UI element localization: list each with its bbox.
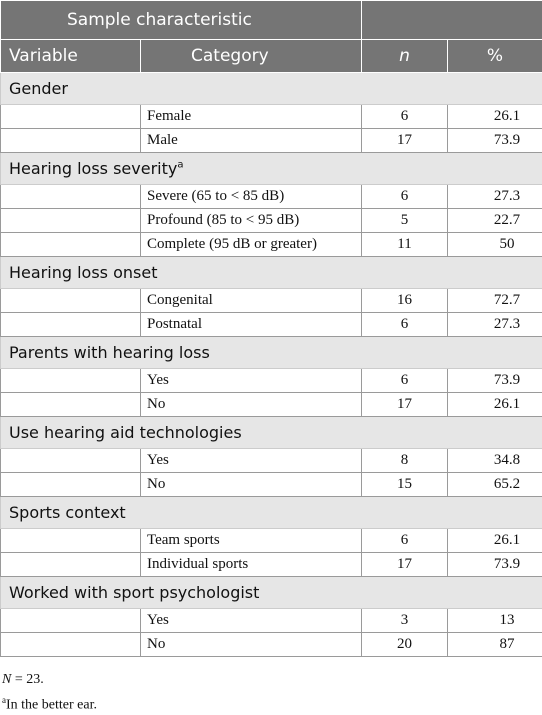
section-title	[1, 577, 542, 609]
section-title	[1, 497, 542, 529]
percent-cell: 26.1	[448, 393, 542, 417]
category-cell: Complete (95 dB or greater)	[141, 233, 362, 257]
table-row	[1, 105, 542, 129]
table-row	[1, 185, 542, 209]
percent-cell: 27.3	[448, 185, 542, 209]
table-row	[1, 553, 542, 577]
n-cell: 17	[362, 393, 448, 417]
section-title-text: Parents with hearing loss	[9, 343, 210, 362]
variable-cell	[1, 105, 141, 129]
section-title-text: Sports context	[9, 503, 126, 522]
category-cell: No	[141, 393, 362, 417]
variable-cell	[1, 609, 141, 633]
variable-cell	[1, 129, 141, 153]
variable-cell	[1, 209, 141, 233]
category-cell: Severe (65 to < 85 dB)	[141, 185, 362, 209]
n-cell: 17	[362, 553, 448, 577]
variable-cell	[1, 393, 141, 417]
table-row	[1, 233, 542, 257]
section-title-text: Use hearing aid technologies	[9, 423, 242, 442]
category-cell: Team sports	[141, 529, 362, 553]
section-row	[1, 497, 542, 529]
section-title	[1, 73, 542, 105]
section-title	[1, 153, 542, 185]
header-percent: %	[448, 40, 542, 73]
percent-cell: 50	[448, 233, 542, 257]
sample-size-note	[2, 672, 542, 688]
n-cell: 6	[362, 185, 448, 209]
variable-cell	[1, 233, 141, 257]
n-cell: 6	[362, 105, 448, 129]
section-row	[1, 153, 542, 185]
table-body	[1, 73, 542, 657]
category-cell: Profound (85 to < 95 dB)	[141, 209, 362, 233]
section-title	[1, 257, 542, 289]
n-cell: 6	[362, 529, 448, 553]
variable-cell	[1, 473, 141, 497]
category-cell: Female	[141, 105, 362, 129]
category-cell: No	[141, 633, 362, 657]
n-cell: 15	[362, 473, 448, 497]
n-cell: 5	[362, 209, 448, 233]
category-cell: Yes	[141, 609, 362, 633]
category-cell: No	[141, 473, 362, 497]
sample-size-value: = 23.	[11, 672, 44, 687]
section-title	[1, 417, 542, 449]
table-row	[1, 529, 542, 553]
percent-cell: 26.1	[448, 105, 542, 129]
variable-cell	[1, 633, 141, 657]
table-row	[1, 449, 542, 473]
header-n: n	[362, 40, 448, 73]
footnote-mark: a	[2, 695, 6, 705]
header-variable: Variable	[1, 40, 141, 73]
section-row	[1, 337, 542, 369]
category-cell: Yes	[141, 449, 362, 473]
variable-cell	[1, 289, 141, 313]
percent-cell: 13	[448, 609, 542, 633]
variable-cell	[1, 313, 141, 337]
percent-cell: 65.2	[448, 473, 542, 497]
percent-cell: 22.7	[448, 209, 542, 233]
section-row	[1, 73, 542, 105]
n-cell: 3	[362, 609, 448, 633]
category-cell: Yes	[141, 369, 362, 393]
n-cell: 6	[362, 369, 448, 393]
table-notes	[0, 672, 542, 714]
table-row	[1, 393, 542, 417]
variable-cell	[1, 529, 141, 553]
category-cell: Postnatal	[141, 313, 362, 337]
percent-cell: 26.1	[448, 529, 542, 553]
table-row	[1, 289, 542, 313]
percent-cell: 34.8	[448, 449, 542, 473]
table-row	[1, 129, 542, 153]
table-row	[1, 209, 542, 233]
section-row	[1, 257, 542, 289]
header-empty	[362, 1, 542, 40]
section-title-text: Gender	[9, 79, 68, 98]
section-title-text: Hearing loss severity	[9, 159, 178, 178]
footnote	[2, 695, 542, 714]
section-row	[1, 577, 542, 609]
section-row	[1, 417, 542, 449]
header-row-group	[1, 1, 542, 40]
n-cell: 11	[362, 233, 448, 257]
percent-cell: 27.3	[448, 313, 542, 337]
percent-cell: 87	[448, 633, 542, 657]
category-cell: Male	[141, 129, 362, 153]
n-cell: 20	[362, 633, 448, 657]
table-row	[1, 473, 542, 497]
variable-cell	[1, 553, 141, 577]
table-row	[1, 609, 542, 633]
header-sample-characteristic: Sample characteristic	[1, 1, 362, 40]
header-category: Category	[141, 40, 362, 73]
percent-cell: 73.9	[448, 369, 542, 393]
section-footnote-mark: a	[177, 159, 184, 171]
variable-cell	[1, 185, 141, 209]
n-cell: 16	[362, 289, 448, 313]
variable-cell	[1, 449, 141, 473]
table-row	[1, 313, 542, 337]
section-title-text: Hearing loss onset	[9, 263, 158, 282]
category-cell: Congenital	[141, 289, 362, 313]
header-row-columns	[1, 40, 542, 73]
table-row	[1, 633, 542, 657]
table-row	[1, 369, 542, 393]
n-cell: 6	[362, 313, 448, 337]
footnote-text: In the better ear.	[6, 697, 97, 713]
n-cell: 17	[362, 129, 448, 153]
section-title	[1, 337, 542, 369]
n-cell: 8	[362, 449, 448, 473]
section-title-text: Worked with sport psychologist	[9, 583, 260, 602]
variable-cell	[1, 369, 141, 393]
percent-cell: 73.9	[448, 553, 542, 577]
category-cell: Individual sports	[141, 553, 362, 577]
percent-cell: 73.9	[448, 129, 542, 153]
sample-size-label: N	[2, 672, 12, 687]
percent-cell: 72.7	[448, 289, 542, 313]
